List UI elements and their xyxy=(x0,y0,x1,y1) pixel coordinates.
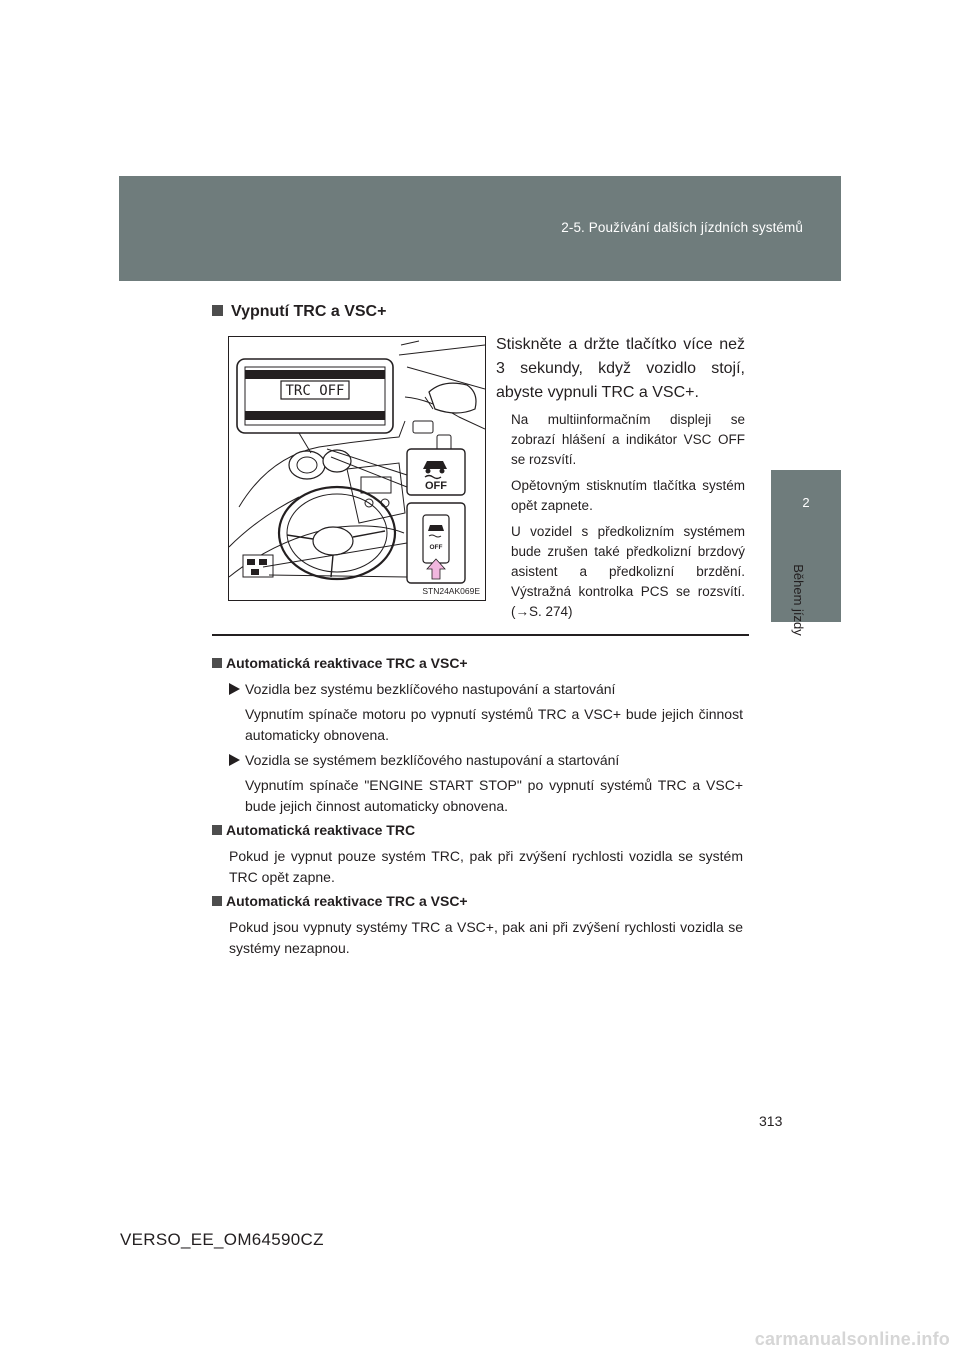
document-code: VERSO_EE_OM64590CZ xyxy=(120,1230,324,1249)
display-message: TRC OFF xyxy=(285,383,345,399)
sub-paragraph-1: Na multiinformačním displeji se zobrazí hlášení a indikátor VSC OFF se rozsvítí. xyxy=(511,412,745,467)
dashboard-illustration xyxy=(228,336,486,601)
note-bullet-1-detail: Vypnutím spínače motoru po vypnutí systémů TRC a VSC+ bude jejich činnost automaticky obnovena. xyxy=(245,706,743,743)
note-bullet-2 xyxy=(229,750,619,771)
dashboard-drawing xyxy=(229,337,485,600)
square-bullet-icon xyxy=(212,896,222,906)
note-3-text: Pokud jsou vypnuty systémy TRC a VSC+, pak ani při zvýšení rychlosti vozidla se systémy nezapnou. xyxy=(229,919,743,956)
header-band xyxy=(119,176,841,281)
section-heading xyxy=(212,303,386,321)
note-heading-1-text: Automatická reaktivace TRC a VSC+ xyxy=(226,655,468,671)
square-bullet-icon xyxy=(212,825,222,835)
switch-off-text: OFF xyxy=(429,544,443,551)
note-bullet-2-detail: Vypnutím spínače "ENGINE START STOP" po vypnutí systémů TRC a VSC+ bude jejich činnost automaticky obnovena. xyxy=(245,777,743,814)
note-bullet-1-text: Vozidla bez systému bezklíčového nastupování a startování xyxy=(245,681,616,697)
chapter-tab xyxy=(771,470,841,622)
section-title: 2-5. Používání dalších jízdních systémů xyxy=(561,220,803,235)
chapter-label: Během jízdy xyxy=(791,564,806,636)
triangle-bullet-icon xyxy=(229,683,240,695)
page-number: 313 xyxy=(759,1113,783,1129)
note-heading-1 xyxy=(212,655,468,671)
chapter-number: 2 xyxy=(802,495,810,510)
note-bullet-2-text: Vozidla se systémem bezklíčového nastupování a startování xyxy=(245,752,620,768)
sub-paragraph-2: Opětovným stisknutím tlačítka systém opět zapnete. xyxy=(511,478,745,513)
note-heading-3 xyxy=(212,893,468,909)
note-heading-3-text: Automatická reaktivace TRC a VSC+ xyxy=(226,893,468,909)
indicator-off-text: OFF xyxy=(425,480,447,492)
main-instruction: Stiskněte a držte tlačítko více než 3 sekundy, když vozidlo stojí, abyste vypnuli TRC a VSC+. xyxy=(496,336,745,401)
note-heading-2-text: Automatická reaktivace TRC xyxy=(226,822,416,838)
square-bullet-icon xyxy=(212,305,223,316)
triangle-bullet-icon xyxy=(229,754,240,766)
sub-paragraph-3: U vozidel s předkolizním systémem bude zrušen také předkolizní brzdový asistent a předkolizní brzdění. Výstražná kontrolka PCS se rozsvítí. (→S. 274) xyxy=(511,524,745,619)
note-bullet-1 xyxy=(229,679,615,700)
watermark: carmanualsonline.info xyxy=(754,1329,950,1349)
figure-code: STN24AK069E xyxy=(422,586,480,596)
section-heading-text: Vypnutí TRC a VSC+ xyxy=(231,303,387,320)
note-heading-2 xyxy=(212,822,415,838)
square-bullet-icon xyxy=(212,658,222,668)
section-divider xyxy=(212,634,749,636)
note-2-text: Pokud je vypnut pouze systém TRC, pak při zvýšení rychlosti vozidla se systém TRC opět zapne. xyxy=(229,848,743,885)
